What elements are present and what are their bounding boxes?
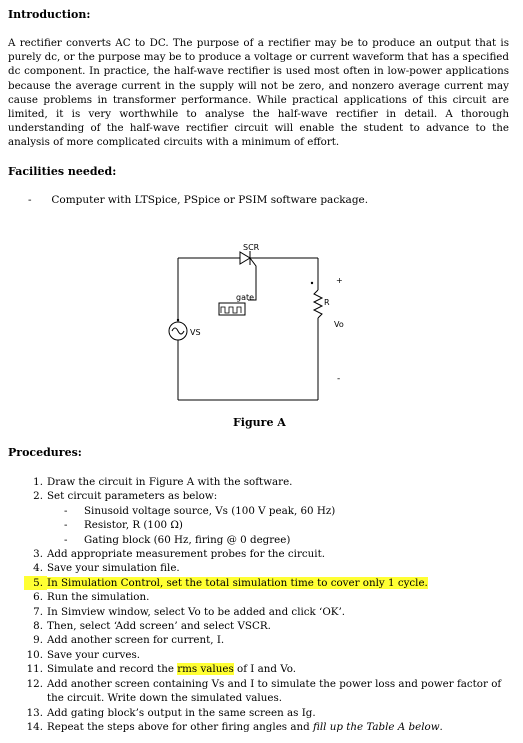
procedures-heading: Procedures: <box>8 446 82 459</box>
step-text: Add another screen for current, I. <box>47 634 225 647</box>
step-number: 9. <box>33 634 43 647</box>
step-3 <box>24 547 512 561</box>
step-text: Run the simulation. <box>47 591 150 604</box>
bullet-dash: - <box>64 519 68 532</box>
sub-item-text: Resistor, R (100 Ω) <box>84 519 183 532</box>
step-4 <box>24 561 512 575</box>
step-1 <box>24 475 512 489</box>
vs-label: VS <box>190 328 201 337</box>
sub-item-text: Sinusoid voltage source, Vs (100 V peak, 60 Hz) <box>84 504 336 517</box>
scr-label: SCR <box>243 243 260 252</box>
step-text: Add gating block’s output in the same screen as Ig. <box>47 706 316 719</box>
emphasized-text: fill up the Table A below <box>312 720 440 733</box>
step-text: Simulate and record the <box>47 663 178 676</box>
introduction-paragraph: A rectifier converts AC to DC. The purpose of a rectifier may be to produce an output that is purely dc, or the purpose may be to produce a voltage or current waveform that has a specified dc component. In practice, the half-wave rectifier is used most often in low-power applications because the average current in the supply will not be zero, and nonzero average current may cause problems in transformer performance. While practical applications of this circuit are limited, it is very worthwhile to analyse the half-wave rectifier in detail. A thorough understanding of the half-wave rectifier circuit will enable the student to advance to the analysis of more complicated circuits with a minimum of effort. <box>8 37 509 149</box>
step-number: 12. <box>26 677 43 690</box>
step-number: 10. <box>26 648 43 661</box>
step-number: 2. <box>33 490 43 503</box>
minus-sign: - <box>337 374 341 384</box>
sub-item-resistor <box>24 518 512 532</box>
step-13 <box>24 706 512 720</box>
pulse-waveform-icon <box>221 307 241 313</box>
step-text: . <box>439 720 443 733</box>
resistor-label: R <box>324 298 330 307</box>
step-text: Save your curves. <box>47 648 141 661</box>
sub-item-text: Gating block (60 Hz, firing @ 0 degree) <box>84 533 291 546</box>
step-2 <box>24 489 512 503</box>
step-8 <box>24 619 512 633</box>
step-text: Add another screen containing Vs and I to simulate the power loss and power factor of <box>47 677 502 690</box>
step-11 <box>24 662 512 676</box>
step-text: In Simview window, select Vo to be added and click ‘OK’. <box>47 605 346 618</box>
step-6 <box>24 590 512 604</box>
step-number: 13. <box>26 706 43 719</box>
scr-diode-icon <box>240 252 250 264</box>
facilities-item-text: Computer with LTSpice, PSpice or PSIM software package. <box>51 194 369 206</box>
sub-item-source <box>24 504 512 518</box>
step-10 <box>24 648 512 662</box>
step-text: Set circuit parameters as below: <box>47 490 218 503</box>
sub-item-gating <box>24 533 512 547</box>
step-number: 11. <box>26 663 43 676</box>
procedures-list <box>24 475 512 734</box>
step-number: 4. <box>33 562 43 575</box>
step-7 <box>24 605 512 619</box>
vo-label: Vo <box>334 320 344 329</box>
step-number: 8. <box>33 620 43 633</box>
step-number: 14. <box>26 720 43 733</box>
figure-caption: Figure A <box>233 416 286 429</box>
step-14 <box>24 720 512 734</box>
step-number: 5. <box>24 576 47 590</box>
step-number: 3. <box>33 548 43 561</box>
introduction-heading: Introduction: <box>8 8 91 21</box>
highlighted-text: rms values <box>177 663 234 676</box>
step-text: of I and Vo. <box>233 663 297 676</box>
bullet-dash: - <box>64 533 68 546</box>
step-12 <box>24 677 512 691</box>
resistor-polarity-dot <box>311 282 313 284</box>
source-polarity-dot <box>177 319 179 321</box>
plus-sign: + <box>336 276 343 285</box>
gate-label: gate <box>236 293 255 302</box>
step-5 <box>24 576 512 590</box>
bullet-dash: - <box>64 504 68 517</box>
facilities-heading: Facilities needed: <box>8 165 117 178</box>
step-number: 7. <box>33 605 43 618</box>
bullet-dash: - <box>28 194 32 206</box>
step-text: Repeat the steps above for other firing angles and <box>47 720 313 733</box>
step-9 <box>24 633 512 647</box>
step-text: Save your simulation file. <box>47 562 180 575</box>
step-number: 6. <box>33 591 43 604</box>
sine-icon <box>172 328 184 334</box>
step-number: 1. <box>33 476 43 488</box>
step-text: Then, select ‘Add screen’ and select VSCR. <box>47 620 271 633</box>
highlighted-step-text: In Simulation Control, set the total simulation time to cover only 1 cycle. <box>47 576 428 589</box>
step-12-continuation: the circuit. Write down the simulated values. <box>47 692 283 705</box>
resistor-icon <box>314 290 322 318</box>
step-text: Draw the circuit in Figure A with the software. <box>47 476 293 488</box>
step-text: Add appropriate measurement probes for the circuit. <box>47 548 325 561</box>
